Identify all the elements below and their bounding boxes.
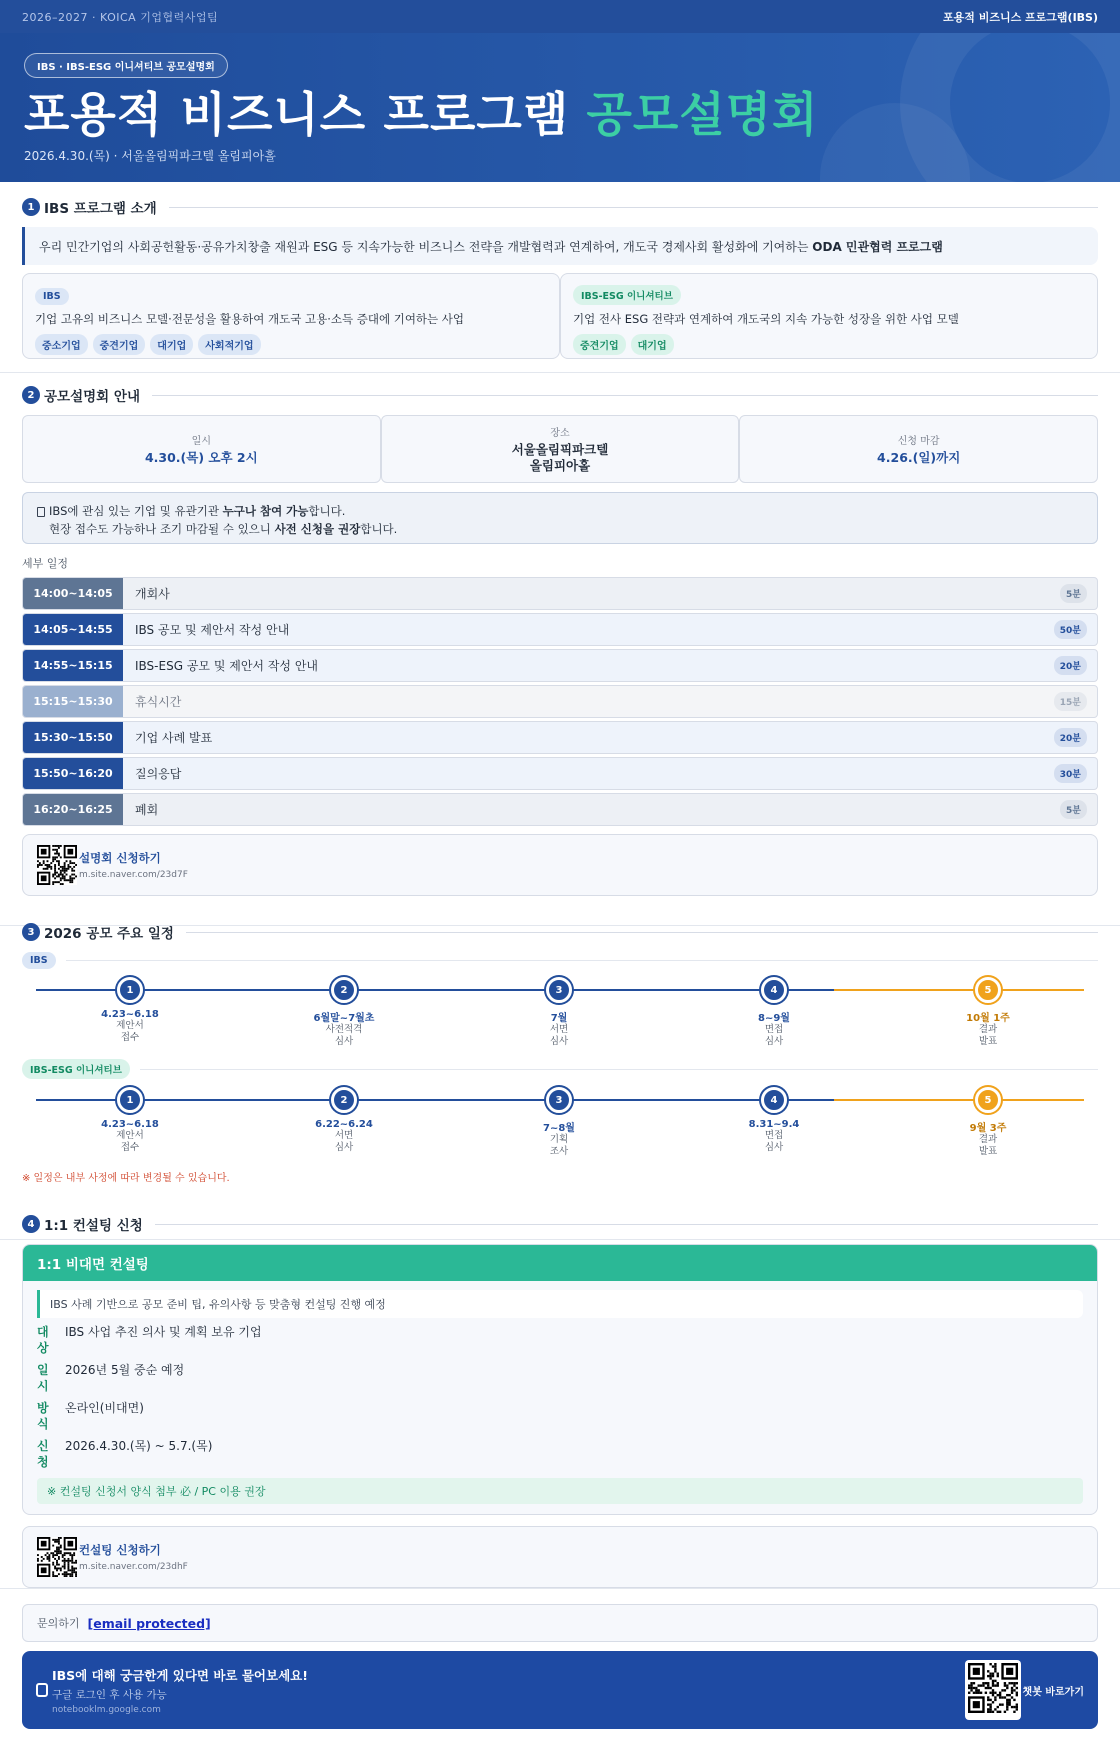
duration-badge: 5분 <box>1060 584 1087 603</box>
card-description: 기업 전사 ESG 전략과 연계하여 개도국의 지속 가능한 성장을 위한 사업 모델 <box>573 312 959 326</box>
tag: 사회적기업 <box>198 334 260 355</box>
banner-url: notebooklm.google.com <box>52 1704 161 1715</box>
timeline-label-row <box>22 952 1098 969</box>
participation-notice <box>22 492 1098 544</box>
section-title: 1:1 컨설팅 신청 <box>44 1218 143 1234</box>
schedule-row <box>22 577 1098 610</box>
step-label: 제안서 <box>116 1020 144 1031</box>
timeline-label-ibs: IBS <box>22 952 56 969</box>
timeline-step <box>928 1087 1048 1158</box>
info-venue <box>381 415 740 483</box>
consulting-signup[interactable] <box>22 1526 1098 1588</box>
step-marker: 2 <box>331 977 357 1003</box>
step-marker: 3 <box>546 1087 572 1113</box>
footer <box>0 1604 1120 1729</box>
timeline-step <box>284 977 404 1048</box>
detail-row: 신청 2026.4.30.(목) ~ 5.7.(목) <box>37 1439 213 1469</box>
section-heading <box>22 383 1098 407</box>
schedule-list <box>22 577 1098 826</box>
step-marker: 4 <box>761 977 787 1003</box>
info-value: 4.26.(일)까지 <box>877 450 961 465</box>
schedule-row <box>22 757 1098 790</box>
step-label: 심사 <box>764 1142 784 1153</box>
section-divider <box>0 372 1120 373</box>
schedule-item: IBS-ESG 공모 및 제안서 작성 안내 <box>135 659 318 673</box>
step-marker: 5 <box>975 1087 1001 1113</box>
step-date: 9월 3주 <box>969 1123 1007 1134</box>
section-timeline <box>0 920 1120 1184</box>
timeline-step <box>70 977 190 1044</box>
section-number: 3 <box>22 923 40 941</box>
step-label: 조사 <box>549 1146 569 1157</box>
step-label: 서면 <box>549 1024 569 1035</box>
tag: 중견기업 <box>573 334 626 355</box>
duration-badge: 30분 <box>1054 764 1087 783</box>
info-deadline <box>739 415 1098 483</box>
email-link[interactable]: [email protected] <box>87 1615 211 1631</box>
timeline-step <box>499 1087 619 1158</box>
heading-rule <box>152 395 1098 396</box>
info-value: 서울올림픽파크텔 올림피아홀 <box>511 442 609 473</box>
heading-rule <box>169 207 1098 208</box>
step-date: 8~9월 <box>758 1013 790 1024</box>
schedule-row <box>22 649 1098 682</box>
notice-line-2: 현장 접수도 가능하나 조기 마감될 수 있으니 사전 신청을 권장합니다. <box>49 522 398 536</box>
org-label: 2026–2027 · KOICA 기업협력사업팀 <box>22 10 219 24</box>
schedule-item: 질의응답 <box>135 767 182 781</box>
consulting-card <box>22 1244 1098 1515</box>
duration-badge: 20분 <box>1054 656 1087 675</box>
hero-banner <box>0 33 1120 182</box>
timeline-esg <box>22 1079 1098 1167</box>
step-marker: 2 <box>331 1087 357 1113</box>
card-description: 기업 고유의 비즈니스 모델·전문성을 활용하여 개도국 고용·소득 증대에 기여하는 사업 <box>35 312 465 326</box>
contact-box <box>22 1604 1098 1642</box>
info-value: 4.30.(목) 오후 2시 <box>144 450 258 465</box>
contact-label: 문의하기 <box>37 1617 80 1630</box>
schedule-time: 15:50~16:20 <box>23 758 123 789</box>
info-date <box>22 415 381 483</box>
detail-row: 대상 IBS 사업 추진 의사 및 계획 보유 기업 <box>37 1325 262 1355</box>
section-briefing <box>0 383 1120 896</box>
info-key: 일시 <box>191 436 211 447</box>
schedule-time: 16:20~16:25 <box>23 794 123 825</box>
schedule-time: 14:55~15:15 <box>23 650 123 681</box>
chatbot-icon <box>36 1683 48 1697</box>
timeline-step <box>714 977 834 1048</box>
consulting-description: IBS 사례 기반으로 공모 준비 팁, 유의사항 등 맞춤형 컨설팅 진행 예정 <box>37 1290 1083 1318</box>
signup-link[interactable]: 컨설팅 신청하기 <box>79 1543 161 1557</box>
info-key: 신청 마감 <box>897 436 940 447</box>
schedule-time: 14:05~14:55 <box>23 614 123 645</box>
timeline-step <box>499 977 619 1048</box>
timeline-step <box>284 1087 404 1154</box>
tag: 중견기업 <box>93 334 146 355</box>
timeline-ibs <box>22 969 1098 1057</box>
schedule-row <box>22 793 1098 826</box>
section-heading <box>22 195 1098 219</box>
consulting-note: ※ 컨설팅 신청서 양식 첨부 必 / PC 이용 권장 <box>37 1478 1083 1504</box>
section-heading <box>22 920 1098 944</box>
step-date: 7월 <box>550 1013 568 1024</box>
step-label: 기획 <box>549 1134 569 1145</box>
timeline-rule <box>140 1069 1098 1070</box>
card-badge: IBS <box>35 288 69 305</box>
step-label: 접수 <box>120 1142 140 1153</box>
step-label: 서면 <box>334 1130 354 1141</box>
schedule-time: 15:15~15:30 <box>23 686 123 717</box>
event-info <box>22 415 1098 483</box>
step-label: 면접 <box>764 1024 784 1035</box>
schedule-time: 14:00~14:05 <box>23 578 123 609</box>
duration-badge: 15분 <box>1054 692 1087 711</box>
step-label: 결과 <box>978 1024 998 1035</box>
program-label: 포용적 비즈니스 프로그램(IBS) <box>943 10 1098 24</box>
duration-badge: 50분 <box>1054 620 1087 639</box>
banner-subtitle: 구글 로그인 후 사용 가능 <box>52 1688 167 1701</box>
schedule-item: IBS 공모 및 제안서 작성 안내 <box>135 623 290 637</box>
schedule-item: 휴식시간 <box>135 695 182 709</box>
section-divider <box>0 1588 1120 1589</box>
program-card-esg <box>560 273 1098 359</box>
step-marker: 1 <box>117 1087 143 1113</box>
step-label: 면접 <box>764 1130 784 1141</box>
step-label: 심사 <box>334 1036 354 1047</box>
step-date: 10월 1주 <box>966 1013 1010 1024</box>
step-date: 8.31~9.4 <box>748 1119 800 1130</box>
program-cards <box>22 273 1098 359</box>
chatbot-banner[interactable] <box>22 1651 1098 1729</box>
qr-code-icon[interactable] <box>968 1663 1018 1713</box>
step-label: 심사 <box>334 1142 354 1153</box>
timeline-step <box>714 1087 834 1154</box>
signup-url: m.site.naver.com/23d7F <box>79 870 188 880</box>
detail-row: 방식 온라인(비대면) <box>37 1401 144 1431</box>
step-date: 4.23~6.18 <box>101 1009 159 1020</box>
signup-link[interactable]: 설명회 신청하기 <box>79 851 161 865</box>
step-marker: 4 <box>761 1087 787 1113</box>
intro-highlight: ODA 민관협력 프로그램 <box>812 239 943 254</box>
step-marker: 1 <box>117 977 143 1003</box>
step-date: 4.23~6.18 <box>101 1119 159 1130</box>
tag: 중소기업 <box>35 334 88 355</box>
qr-code-icon[interactable] <box>37 1537 77 1577</box>
hero-pill: IBS · IBS-ESG 이니셔티브 공모설명회 <box>24 53 228 78</box>
schedule-item: 폐회 <box>135 803 159 817</box>
section-consulting <box>0 1212 1120 1588</box>
step-date: 6.22~6.24 <box>315 1119 373 1130</box>
step-date: 6월말~7월초 <box>313 1013 375 1024</box>
schedule-label: 세부 일정 <box>22 557 69 570</box>
timeline-label-esg: IBS-ESG 이니셔티브 <box>22 1059 130 1079</box>
consulting-header: 1:1 비대면 컨설팅 <box>23 1245 1097 1281</box>
tag-list <box>573 334 1085 355</box>
section-title: 공모설명회 안내 <box>44 389 140 405</box>
section-number: 2 <box>22 386 40 404</box>
timeline-rule <box>66 960 1098 961</box>
chatbot-link[interactable]: 챗봇 바로가기 <box>1022 1686 1084 1698</box>
duration-badge: 20분 <box>1054 728 1087 747</box>
schedule-row <box>22 613 1098 646</box>
schedule-row <box>22 685 1098 718</box>
signup-url: m.site.naver.com/23dhF <box>79 1562 188 1572</box>
step-label: 접수 <box>120 1032 140 1043</box>
step-label: 결과 <box>978 1134 998 1145</box>
tag-list <box>35 334 547 355</box>
schedule-row <box>22 721 1098 754</box>
detail-row: 일시 2026년 5월 중순 예정 <box>37 1363 185 1393</box>
step-label: 발표 <box>978 1036 998 1047</box>
duration-badge: 5분 <box>1060 800 1087 819</box>
schedule-item: 기업 사례 발표 <box>135 731 213 745</box>
consulting-details <box>37 1324 1083 1470</box>
section-title: IBS 프로그램 소개 <box>44 201 157 217</box>
program-card-ibs <box>22 273 560 359</box>
step-label: 제안서 <box>116 1130 144 1141</box>
briefing-signup[interactable] <box>22 834 1098 896</box>
step-label: 사전적격 <box>325 1024 363 1035</box>
intro-callout <box>22 227 1098 265</box>
clipboard-icon <box>37 507 45 517</box>
title-accent: 공모설명회 <box>586 88 819 143</box>
info-key: 장소 <box>550 428 570 439</box>
step-label: 심사 <box>549 1036 569 1047</box>
qr-code-icon[interactable] <box>37 845 77 885</box>
heading-rule <box>186 932 1098 933</box>
tag: 대기업 <box>631 334 674 355</box>
card-badge: IBS-ESG 이니셔티브 <box>573 285 681 305</box>
title-main: 포용적 비즈니스 프로그램 <box>24 88 570 143</box>
notice-line-1: IBS에 관심 있는 기업 및 유관기관 누구나 참여 가능합니다. <box>49 504 346 518</box>
schedule-time: 15:30~15:50 <box>23 722 123 753</box>
step-date: 7~8월 <box>543 1123 575 1134</box>
step-marker: 3 <box>546 977 572 1003</box>
schedule-item: 개회사 <box>135 587 170 601</box>
step-label: 심사 <box>764 1036 784 1047</box>
heading-rule <box>155 1224 1098 1225</box>
section-number: 4 <box>22 1215 40 1233</box>
intro-text: 우리 민간기업의 사회공헌활동·공유가치창출 재원과 ESG 등 지속가능한 비즈니스 전략을 개발협력과 연계하여, 개도국 경제사회 활성화에 기여하는 ODA 민관협력 프로그램 <box>39 239 943 254</box>
tag: 대기업 <box>150 334 193 355</box>
timeline-label-row <box>22 1059 1098 1079</box>
top-bar <box>0 0 1120 33</box>
timeline-step <box>70 1087 190 1154</box>
hero-subtitle: 2026.4.30.(목) · 서울올림픽파크텔 올림피아홀 <box>24 149 276 163</box>
schedule-disclaimer: ※ 일정은 내부 사정에 따라 변경될 수 있습니다. <box>22 1173 230 1184</box>
step-marker: 5 <box>975 977 1001 1003</box>
section-heading <box>22 1212 1098 1236</box>
timeline-step <box>928 977 1048 1048</box>
section-program-intro <box>0 195 1120 359</box>
step-label: 발표 <box>978 1146 998 1157</box>
section-title: 2026 공모 주요 일정 <box>44 926 174 942</box>
banner-title: IBS에 대해 궁금한게 있다면 바로 물어보세요! <box>52 1667 308 1683</box>
section-number: 1 <box>22 198 40 216</box>
